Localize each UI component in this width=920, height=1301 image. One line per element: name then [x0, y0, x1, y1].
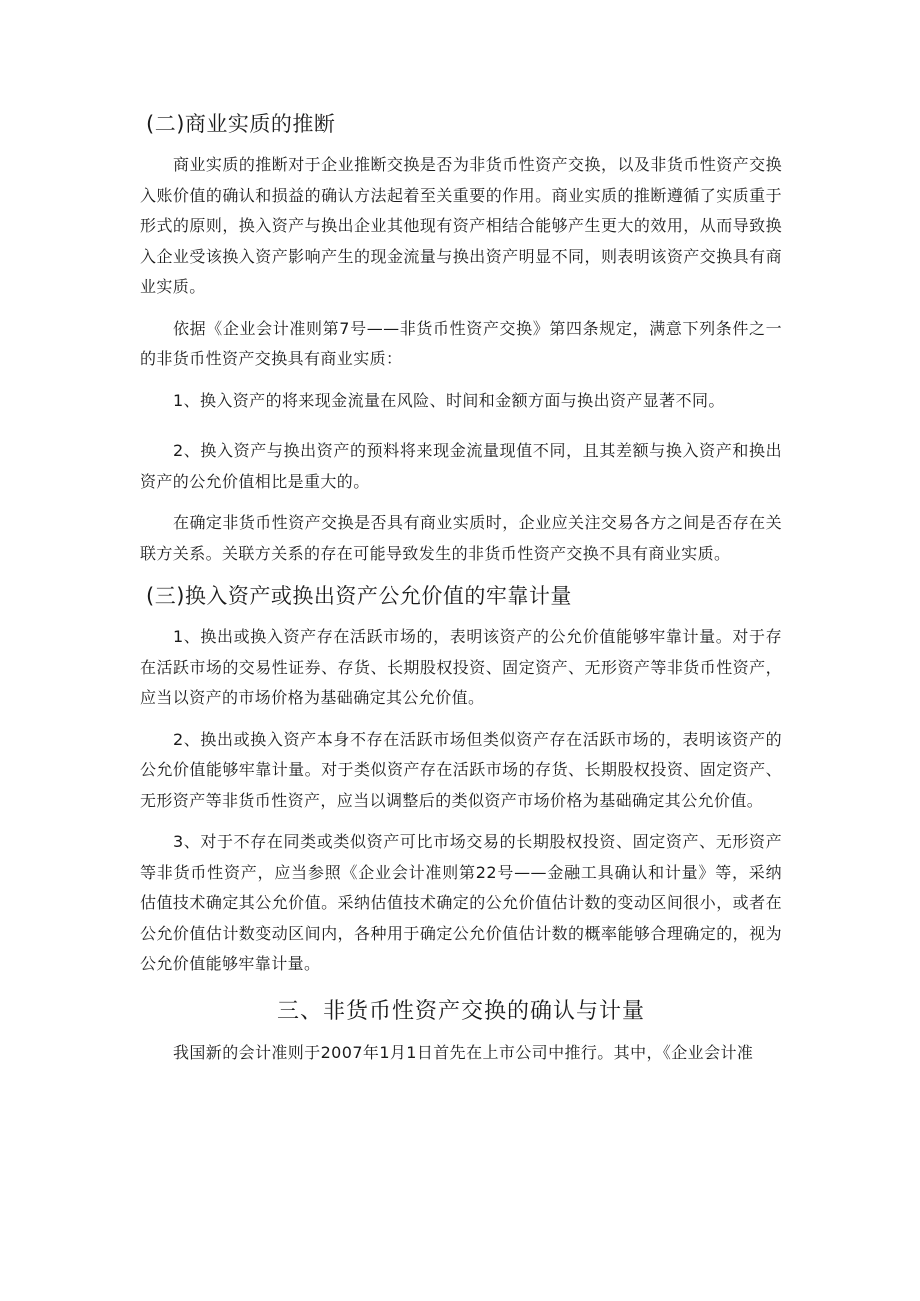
paragraph: 2、换入资产与换出资产的预料将来现金流量现值不同，且其差额与换入资产和换出资产的公允价值相比是重大的。 [140, 441, 782, 491]
paragraph: 在确定非货币性资产交换是否具有商业实质时，企业应关注交易各方之间是否存在关联方关系。关联方关系的存在可能导致发生的非货币性资产交换不具有商业实质。 [140, 513, 782, 563]
document-body [140, 108, 782, 1079]
section-heading-commercial-substance: (二)商业实质的推断 [146, 112, 336, 136]
paragraph: 3、对于不存在同类或类似资产可比市场交易的长期股权投资、固定资产、无形资产等非货币性资产，应当参照《企业会计准则第22号——金融工具确认和计量》等，采纳估值技术确定其公允价值。采纳估值技术确定的公允价值估计数的变动区间很小，或者在公允价值估计数变动区间内，各种用于确定公允价值估计数的概率能够合理确定的，视为公允价值能够牢靠计量。 [140, 832, 782, 973]
section-heading-fair-value: (三)换入资产或换出资产公允价值的牢靠计量 [146, 584, 572, 608]
chapter-heading-recognition: 三、非货币性资产交换的确认与计量 [276, 998, 645, 1024]
paragraph: 我国新的会计准则于2007年1月1日首先在上市公司中推行。其中，《企业会计准 [173, 1042, 754, 1062]
paragraph: 商业实质的推断对于企业推断交换是否为非货币性资产交换，以及非货币性资产交换入账价值的确认和损益的确认方法起着至关重要的作用。商业实质的推断遵循了实质重于形式的原则，换入资产与换出企业其他现有资产相结合能够产生更大的效用，从而导致换入企业受该换入资产影响产生的现金流量与换出资产明显不同，则表明该资产交换具有商业实质。 [140, 155, 782, 296]
paragraph: 1、换入资产的将来现金流量在风险、时间和金额方面与换出资产显著不同。 [173, 390, 725, 410]
paragraph: 1、换出或换入资产存在活跃市场的，表明该资产的公允价值能够牢靠计量。对于存在活跃市场的交易性证券、存货、长期股权投资、固定资产、无形资产等非货币性资产，应当以资产的市场价格为基础确定其公允价值。 [140, 627, 782, 707]
paragraph: 依据《企业会计准则第7号——非货币性资产交换》第四条规定，满意下列条件之一的非货币性资产交换具有商业实质： [140, 318, 782, 368]
paragraph: 2、换出或换入资产本身不存在活跃市场但类似资产存在活跃市场的，表明该资产的公允价值能够牢靠计量。对于类似资产存在活跃市场的存货、长期股权投资、固定资产、无形资产等非货币性资产，应当以调整后的类似资产市场价格为基础确定其公允价值。 [140, 729, 782, 810]
